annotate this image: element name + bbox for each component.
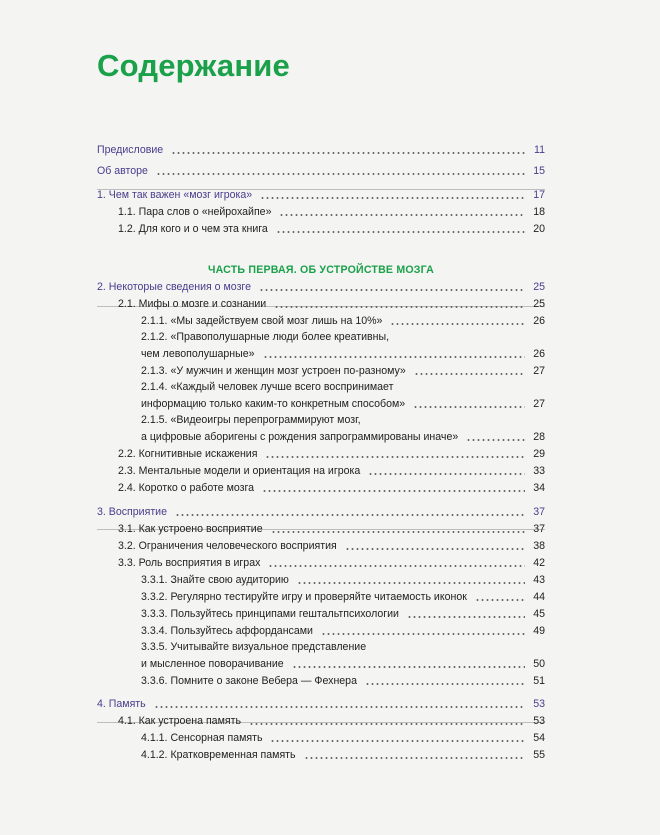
toc-entry[interactable] bbox=[141, 345, 545, 361]
toc-entry[interactable] bbox=[141, 588, 545, 604]
dot-leader bbox=[276, 231, 525, 233]
dot-leader bbox=[263, 356, 525, 358]
toc-page-number: 38 bbox=[533, 540, 545, 552]
toc-page-number: 45 bbox=[533, 608, 545, 620]
toc-page-number: 54 bbox=[533, 732, 545, 744]
toc-entry-label: 2.2. Когнитивные искажения bbox=[118, 448, 258, 460]
dot-leader bbox=[279, 214, 525, 216]
toc-entry-label: 4.1.1. Сенсорная память bbox=[141, 732, 263, 744]
dot-leader bbox=[271, 531, 525, 533]
page-title: Содержание bbox=[97, 48, 290, 83]
toc-page-number: 18 bbox=[533, 206, 545, 218]
toc-page-number: 55 bbox=[533, 749, 545, 761]
toc-page-number: 43 bbox=[533, 574, 545, 586]
dot-leader bbox=[270, 740, 525, 742]
dot-leader bbox=[297, 582, 525, 584]
toc-entry-label: чем левополушарные» bbox=[141, 348, 255, 360]
toc-entry-label: 1.1. Пара слов о «нейрохайпе» bbox=[118, 206, 272, 218]
toc-page-number: 15 bbox=[533, 165, 545, 177]
toc-page-number: 51 bbox=[533, 675, 545, 687]
dot-leader bbox=[175, 514, 525, 516]
toc-entry-label: 1.2. Для кого и о чем эта книга bbox=[118, 223, 268, 235]
toc-entry[interactable] bbox=[118, 520, 545, 536]
toc-page-number: 42 bbox=[533, 557, 545, 569]
dot-leader bbox=[259, 289, 525, 291]
toc-page-number: 17 bbox=[533, 189, 545, 201]
toc-entry-label-line: 2.1.2. «Правополушарные люди более креативны, bbox=[141, 331, 390, 343]
dot-leader bbox=[292, 666, 525, 668]
toc-entry[interactable] bbox=[141, 655, 545, 671]
part-heading: ЧАСТЬ ПЕРВАЯ. ОБ УСТРОЙСТВЕ МОЗГА bbox=[207, 264, 435, 276]
toc-chapter-entry[interactable] bbox=[97, 503, 545, 519]
toc-entry[interactable] bbox=[118, 220, 545, 236]
dot-leader bbox=[262, 490, 525, 492]
toc-entry-label: 3.2. Ограничения человеческого восприятия bbox=[118, 540, 337, 552]
toc-page-number: 20 bbox=[533, 223, 545, 235]
toc-entry-label: 2.4. Коротко о работе мозга bbox=[118, 482, 255, 494]
toc-entry-label: 2. Некоторые сведения о мозге bbox=[97, 281, 251, 293]
toc-entry-label: 3.3.6. Помните о законе Вебера — Фехнера bbox=[141, 675, 357, 687]
toc-entry-label-line: 2.1.5. «Видеоигры перепрограммируют мозг, bbox=[141, 414, 361, 426]
dot-leader bbox=[475, 599, 525, 601]
toc-entry[interactable] bbox=[141, 395, 545, 411]
toc-entry-label: 3.3.2. Регулярно тестируйте игру и проверяйте читаемость иконок bbox=[141, 591, 467, 603]
dot-leader bbox=[268, 565, 525, 567]
dot-leader bbox=[413, 406, 525, 408]
toc-chapter-entry[interactable] bbox=[97, 278, 545, 294]
toc-entry-label: 2.1.1. «Мы задействуем свой мозг лишь на 10%» bbox=[141, 315, 383, 327]
toc-page-number: 26 bbox=[533, 348, 545, 360]
toc-entry-label: и мысленное поворачивание bbox=[141, 658, 284, 670]
dot-leader bbox=[274, 306, 525, 308]
dot-leader bbox=[414, 373, 525, 375]
toc-entry[interactable] bbox=[141, 746, 545, 762]
toc-entry-label: 3.3. Роль восприятия в играх bbox=[118, 557, 261, 569]
toc-page-number: 25 bbox=[533, 298, 545, 310]
toc-entry[interactable] bbox=[141, 672, 545, 688]
toc-chapter-entry[interactable] bbox=[97, 141, 545, 157]
toc-entry-label: 3.3.1. Знайте свою аудиторию bbox=[141, 574, 289, 586]
toc-entry[interactable] bbox=[141, 622, 545, 638]
toc-entry[interactable] bbox=[118, 479, 545, 495]
toc-entry-label: 3.3.3. Пользуйтесь принципами гештальтпсихологии bbox=[141, 608, 399, 620]
toc-entry[interactable] bbox=[141, 362, 545, 378]
toc-chapter-entry[interactable] bbox=[97, 695, 545, 711]
toc-page-number: 53 bbox=[533, 698, 545, 710]
dot-leader bbox=[466, 439, 525, 441]
toc-chapter-entry[interactable] bbox=[97, 162, 545, 178]
toc-entry[interactable] bbox=[141, 605, 545, 621]
toc-entry[interactable] bbox=[118, 203, 545, 219]
toc-entry-label: 1. Чем так важен «мозг игрока» bbox=[97, 189, 253, 201]
toc-entry-label: 3.1. Как устроено восприятие bbox=[118, 523, 263, 535]
dot-leader bbox=[156, 173, 525, 175]
dot-leader bbox=[390, 323, 525, 325]
toc-entry-label: Предисловие bbox=[97, 144, 164, 156]
toc-entry[interactable] bbox=[141, 571, 545, 587]
toc-entry[interactable] bbox=[118, 554, 545, 570]
toc-page-number: 11 bbox=[534, 144, 545, 156]
dot-leader bbox=[365, 683, 525, 685]
toc-page-number: 34 bbox=[533, 482, 545, 494]
toc-page-number: 50 bbox=[533, 658, 545, 670]
toc-page-number: 27 bbox=[533, 398, 545, 410]
dot-leader bbox=[368, 473, 525, 475]
toc-entry-label: Об авторе bbox=[97, 165, 148, 177]
dot-leader bbox=[154, 706, 525, 708]
toc-page-number: 37 bbox=[533, 506, 545, 518]
toc-entry-label: 4.1. Как устроена память bbox=[118, 715, 241, 727]
toc-page-number: 49 bbox=[533, 625, 545, 637]
toc-entry[interactable] bbox=[118, 462, 545, 478]
toc-entry-label: 2.1.3. «У мужчин и женщин мозг устроен по-разному» bbox=[141, 365, 406, 377]
toc-page-number: 37 bbox=[533, 523, 545, 535]
toc-page-number: 33 bbox=[533, 465, 545, 477]
toc-entry-label: 3. Восприятие bbox=[97, 506, 167, 518]
toc-entry-label: 4.1.2. Кратковременная память bbox=[141, 749, 296, 761]
toc-entry[interactable] bbox=[141, 428, 545, 444]
toc-page-number: 27 bbox=[533, 365, 545, 377]
dot-leader bbox=[345, 548, 525, 550]
toc-page-number: 26 bbox=[533, 315, 545, 327]
dot-leader bbox=[265, 456, 525, 458]
dot-leader bbox=[260, 197, 525, 199]
toc-page-number: 29 bbox=[533, 448, 545, 460]
toc-entry-label: 2.1. Мифы о мозге и сознании bbox=[118, 298, 267, 310]
dot-leader bbox=[171, 152, 525, 154]
toc-entry[interactable] bbox=[118, 295, 545, 311]
toc-entry-label: 3.3.4. Пользуйтесь аффордансами bbox=[141, 625, 313, 637]
toc-entry-label-line: 3.3.5. Учитывайте визуальное представление bbox=[141, 641, 367, 653]
toc-entry-label: а цифровые аборигены с рождения запрограммированы иначе» bbox=[141, 431, 459, 443]
toc-entry[interactable] bbox=[118, 445, 545, 461]
toc-entry[interactable] bbox=[118, 537, 545, 553]
dot-leader bbox=[304, 757, 525, 759]
toc-entry-label: 2.3. Ментальные модели и ориентация на игрока bbox=[118, 465, 361, 477]
toc-entry-label: информацию только каким-то конкретным способом» bbox=[141, 398, 406, 410]
toc-entry[interactable] bbox=[118, 712, 545, 728]
toc-chapter-entry[interactable] bbox=[97, 186, 545, 202]
dot-leader bbox=[249, 723, 525, 725]
toc-page-number: 53 bbox=[533, 715, 545, 727]
toc-page-number: 44 bbox=[533, 591, 545, 603]
toc-page-number: 25 bbox=[533, 281, 545, 293]
toc-entry[interactable] bbox=[141, 729, 545, 745]
toc-entry-label: 4. Память bbox=[97, 698, 146, 710]
dot-leader bbox=[407, 616, 525, 618]
toc-entry-label-line: 2.1.4. «Каждый человек лучше всего воспринимает bbox=[141, 381, 394, 393]
dot-leader bbox=[321, 633, 525, 635]
toc-page-number: 28 bbox=[533, 431, 545, 443]
toc-entry[interactable] bbox=[141, 312, 545, 328]
